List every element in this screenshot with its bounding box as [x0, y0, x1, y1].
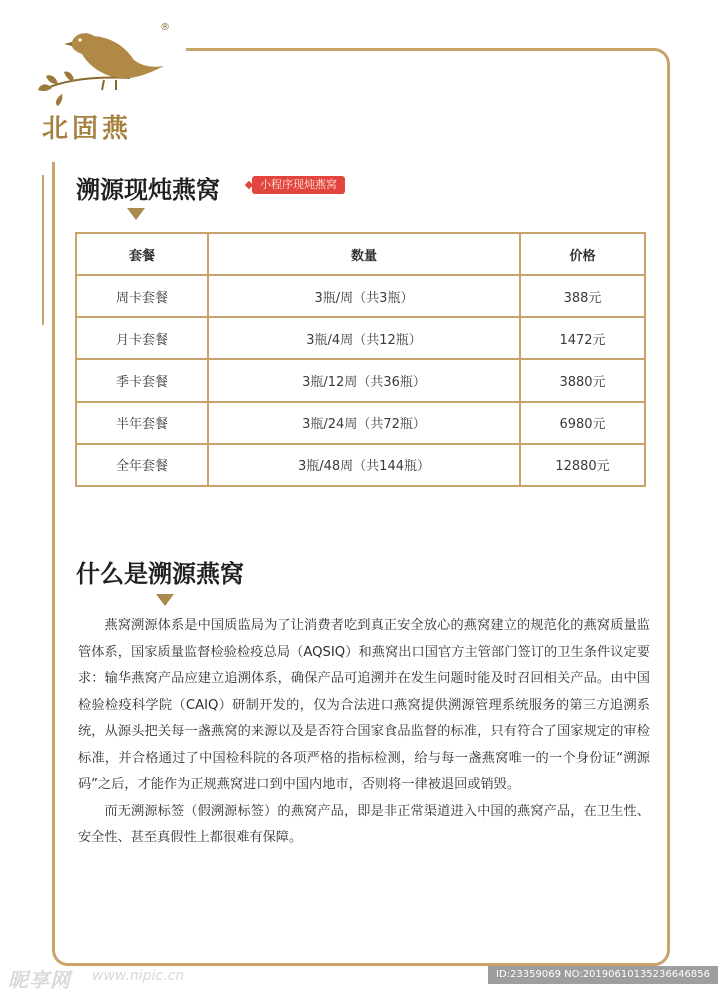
package-cell: 半年套餐	[76, 402, 208, 444]
table-row	[76, 402, 645, 444]
header-package: 套餐	[76, 233, 208, 275]
section-title-traceable-birdsnest: 溯源现炖燕窝	[76, 175, 220, 204]
mini-program-tag: 小程序现炖燕窝	[252, 176, 345, 194]
explanation-text	[78, 613, 650, 852]
table-row	[76, 275, 645, 317]
registered-mark: ®	[160, 22, 170, 33]
section-title-what-is-traceable: 什么是溯源燕窝	[76, 559, 244, 588]
table-row	[76, 359, 645, 401]
paragraph: 燕窝溯源体系是中国质监局为了让消费者吃到真正安全放心的燕窝建立的规范化的燕窝质量监管体系，国家质量监督检验检疫总局（AQSIQ）和燕窝出口国官方主管部门签订的卫生条件议定要求：输华燕窝产品应建立追溯体系，确保产品可追溯并在发生问题时能及时召回相关产品。由中国检验检疫科学院（CAIQ）研制开发的，仅为合法进口燕窝提供溯源管理系统服务的第三方追溯系统，从源头把关每一盏燕窝的来源以及是否符合国家食品监督的标准，只有符合了国家规定的审检标准，并合格通过了中国检科院的各项严格的指标检测，给与每一盏燕窝唯一的一个身份证“溯源码”之后，才能作为正规燕窝进口到中国内地市，否则将一律被退回或销毁。	[78, 618, 650, 792]
down-arrow-icon	[156, 594, 174, 606]
price-cell: 1472元	[520, 317, 645, 359]
table-row	[76, 317, 645, 359]
table-header-row	[76, 233, 645, 275]
package-cell: 全年套餐	[76, 444, 208, 486]
package-cell: 月卡套餐	[76, 317, 208, 359]
quantity-cell: 3瓶/4周（共12瓶）	[208, 317, 520, 359]
quantity-cell: 3瓶/12周（共36瓶）	[208, 359, 520, 401]
package-cell: 季卡套餐	[76, 359, 208, 401]
header-price: 价格	[520, 233, 645, 275]
package-cell: 周卡套餐	[76, 275, 208, 317]
quantity-cell: 3瓶/24周（共72瓶）	[208, 402, 520, 444]
watermark-site: 昵享网	[8, 968, 71, 992]
brand-name: 北固燕	[42, 114, 133, 144]
watermark-bar	[0, 958, 724, 993]
price-cell: 6980元	[520, 402, 645, 444]
quantity-cell: 3瓶/48周（共144瓶）	[208, 444, 520, 486]
header-quantity: 数量	[208, 233, 520, 275]
down-arrow-icon	[127, 208, 145, 220]
watermark-id: ID:23359069 NO:20190610135236646856	[488, 966, 718, 984]
left-accent-line	[42, 175, 50, 325]
paragraph: 而无溯源标签（假溯源标签）的燕窝产品，即是非正常渠道进入中国的燕窝产品，在卫生性、安全性、甚至真假性上都很难有保障。	[78, 803, 650, 845]
package-price-table	[75, 232, 646, 487]
quantity-cell: 3瓶/周（共3瓶）	[208, 275, 520, 317]
price-cell: 12880元	[520, 444, 645, 486]
watermark-url: www.nipic.cn	[92, 968, 185, 984]
price-cell: 388元	[520, 275, 645, 317]
table-row	[76, 444, 645, 486]
price-cell: 3880元	[520, 359, 645, 401]
